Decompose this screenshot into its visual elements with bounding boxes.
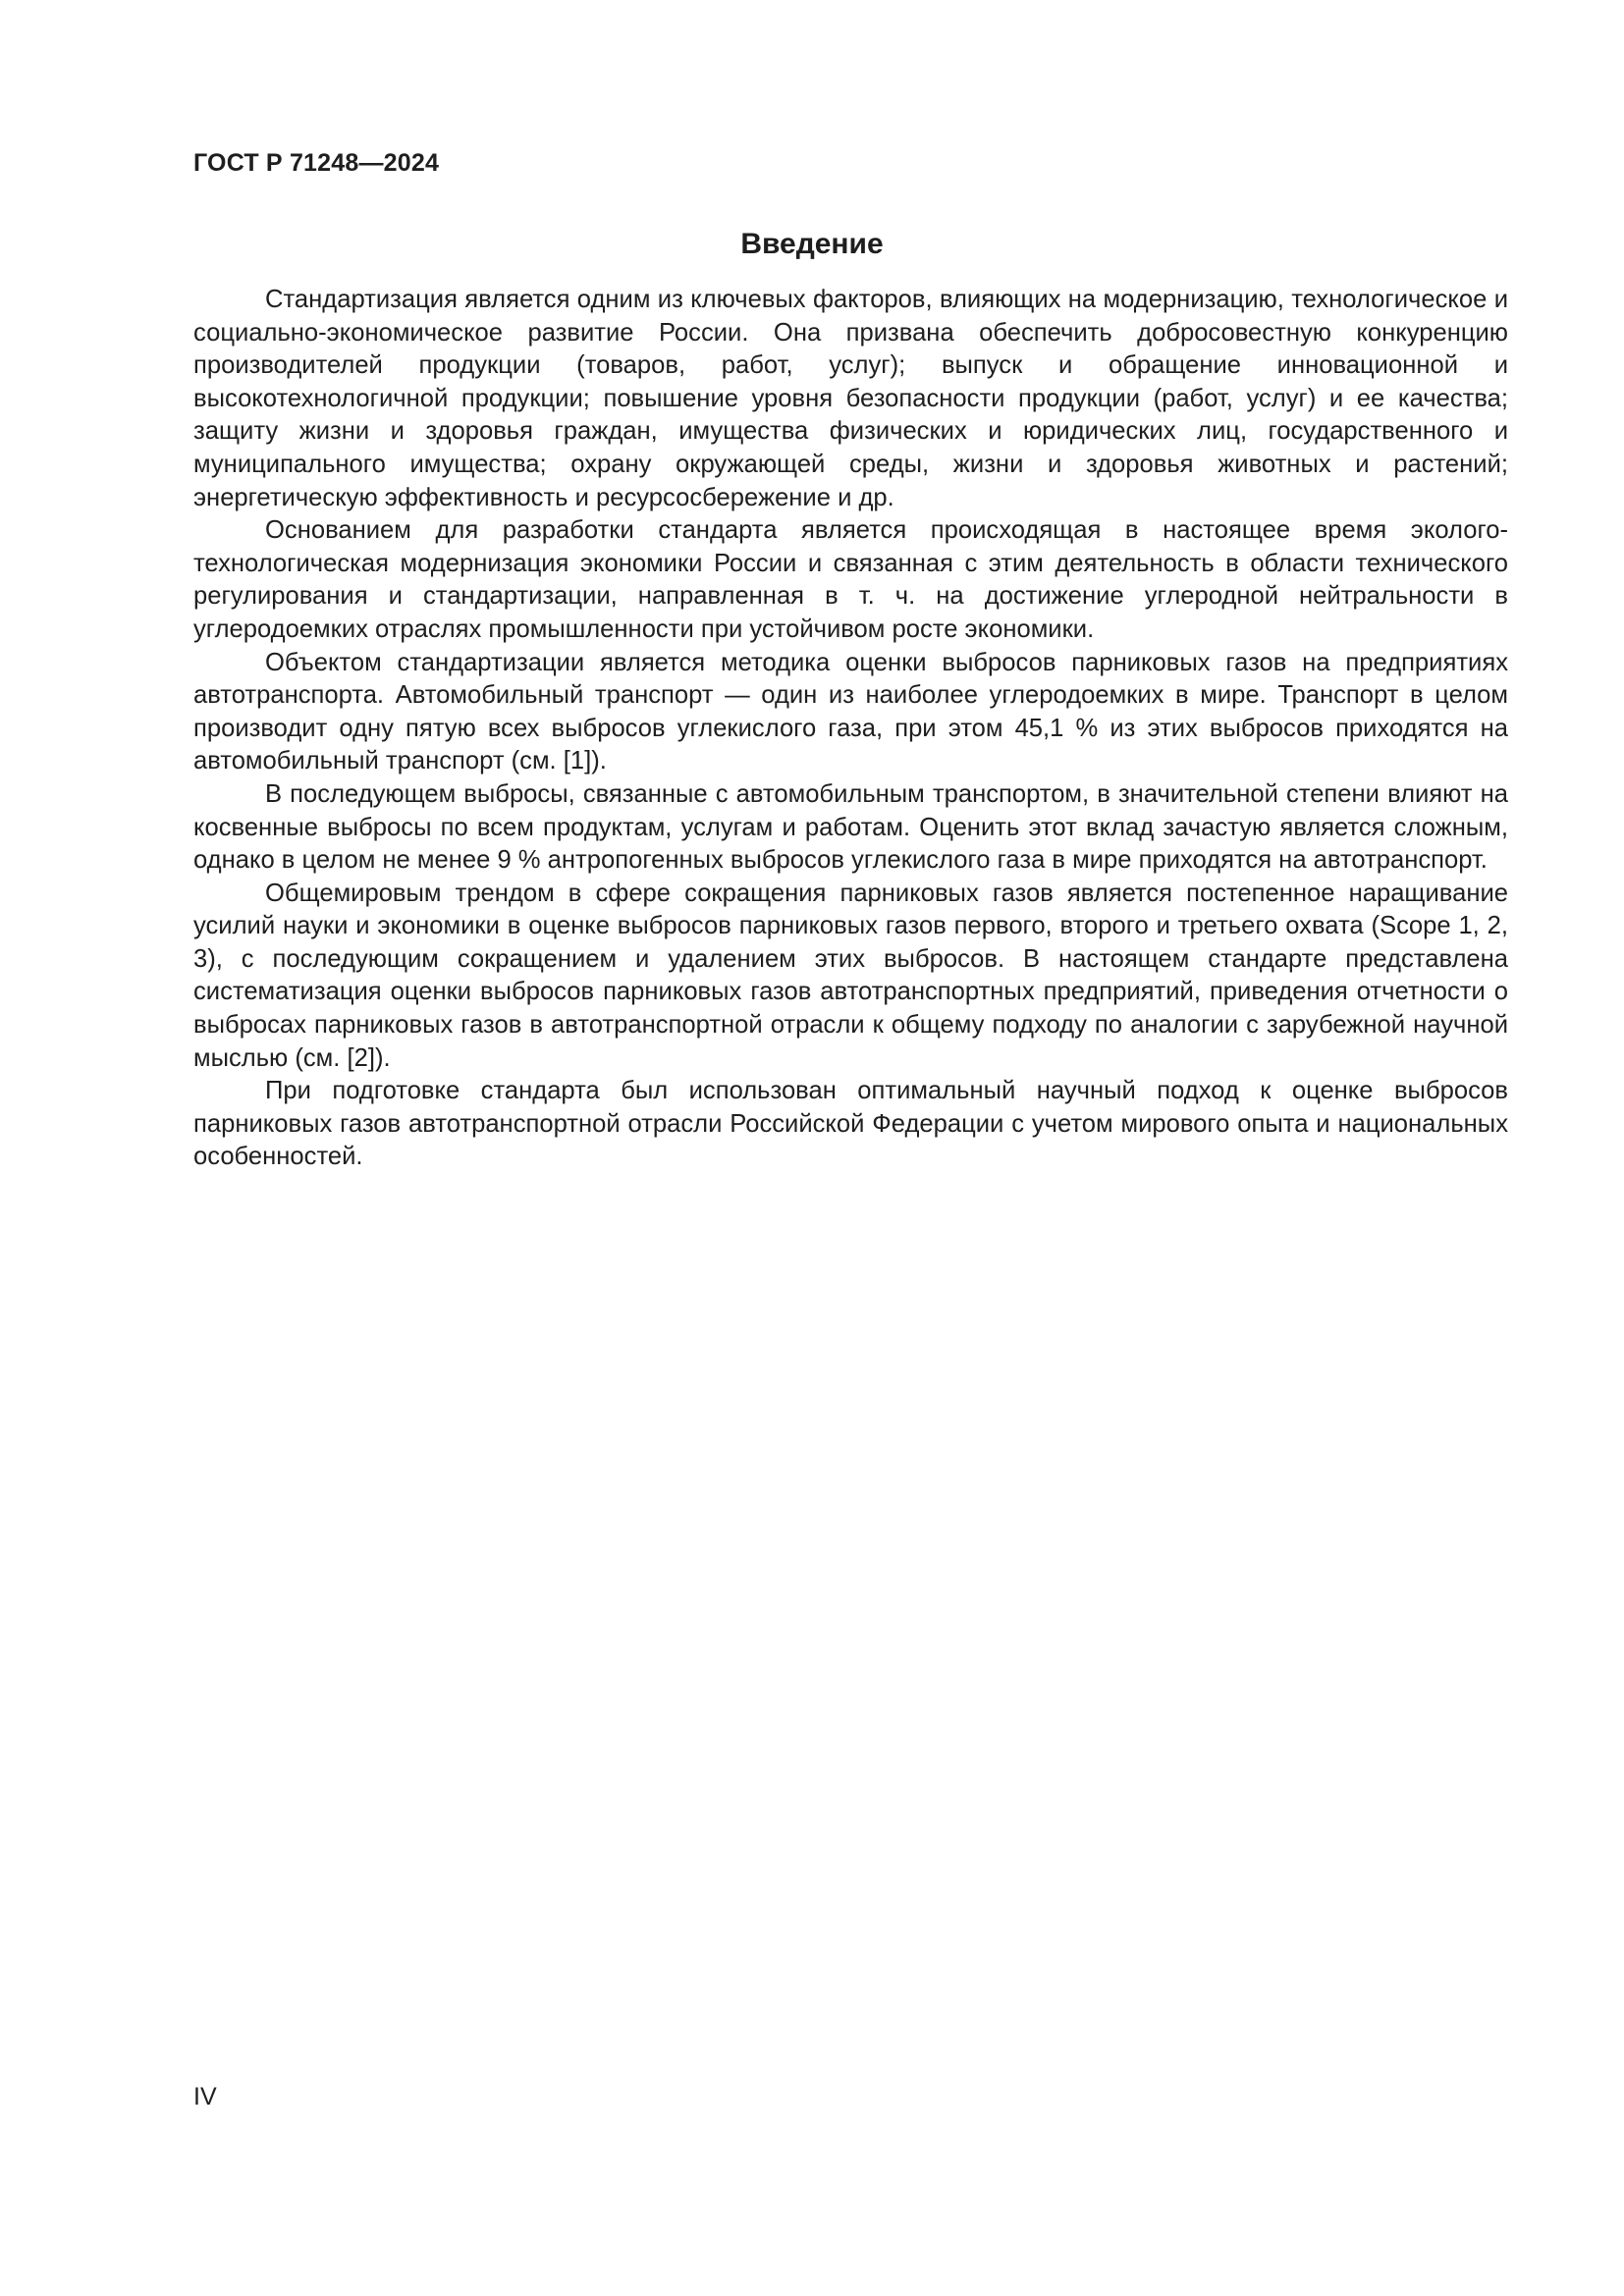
paragraph: При подготовке стандарта был использован оптимальный научный подход к оценке выбросов парниковых газов автотранспортной отрасли Российской Федерации с учетом мирового опыта и национальных особенностей. [193, 1077, 1508, 1171]
paragraph: Общемировым трендом в сфере сокращения парниковых газов является постепенное наращивание усилий науки и экономики в оценке выбросов парниковых газов первого, второго и третьего охвата (Scope 1, 2, 3), с последующим сокращением и удалением этих выбросов. В настоящем стандарте представлена систематизация оценки выбросов парниковых газов автотранспортных предприятий, приведения отчетности о выбросах парниковых газов в автотранспортной отрасли к общему подходу по аналогии с зарубежной научной мыслью (см. [2]). [193, 879, 1508, 1072]
section-title: Введение [740, 228, 884, 260]
page-number: IV [193, 2083, 217, 2110]
paragraph: В последующем выбросы, связанные с автомобильным транспортом, в значительной степени влияют на косвенные выбросы по всем продуктам, услугам и работам. Оценить этот вклад зачастую является сложным, однако в целом не менее 9 % антропогенных выбросов углекислого газа в мире приходятся на автотранспорт. [193, 779, 1508, 875]
paragraph: Объектом стандартизации является методика оценки выбросов парниковых газов на предприятиях автотранспорта. Автомобильный транспорт — один из наиболее углеродоемких в мире. Транспорт в целом производит одну пятую всех выбросов углекислого газа, при этом 45,1 % из этих выбросов приходятся на автомобильный транспорт (см. [1]). [193, 648, 1508, 775]
document-body [193, 284, 1508, 1174]
paragraph: Основанием для разработки стандарта является происходящая в настоящее время эколого-технологическая модернизация экономики России и связанная с этим деятельность в области технического регулирования и стандартизации, направленная в т. ч. на достижение углеродной нейтральности в углеродоемких отраслях промышленности при устойчивом росте экономики. [193, 516, 1508, 643]
paragraph: Стандартизация является одним из ключевых факторов, влияющих на модернизацию, технологическое и социально-экономическое развитие России. Она призвана обеспечить добросовестную конкуренцию производителей продукции (товаров, работ, услуг); выпуск и обращение инновационной и высокотехнологичной продукции; повышение уровня безопасности продукции (работ, услуг) и ее качества; защиту жизни и здоровья граждан, имущества физических и юридических лиц, государственного и муниципального имущества; охрану окружающей среды, жизни и здоровья животных и растений; энергетическую эффективность и ресурсосбережение и др. [193, 286, 1508, 511]
standard-code: ГОСТ Р 71248—2024 [193, 149, 440, 177]
